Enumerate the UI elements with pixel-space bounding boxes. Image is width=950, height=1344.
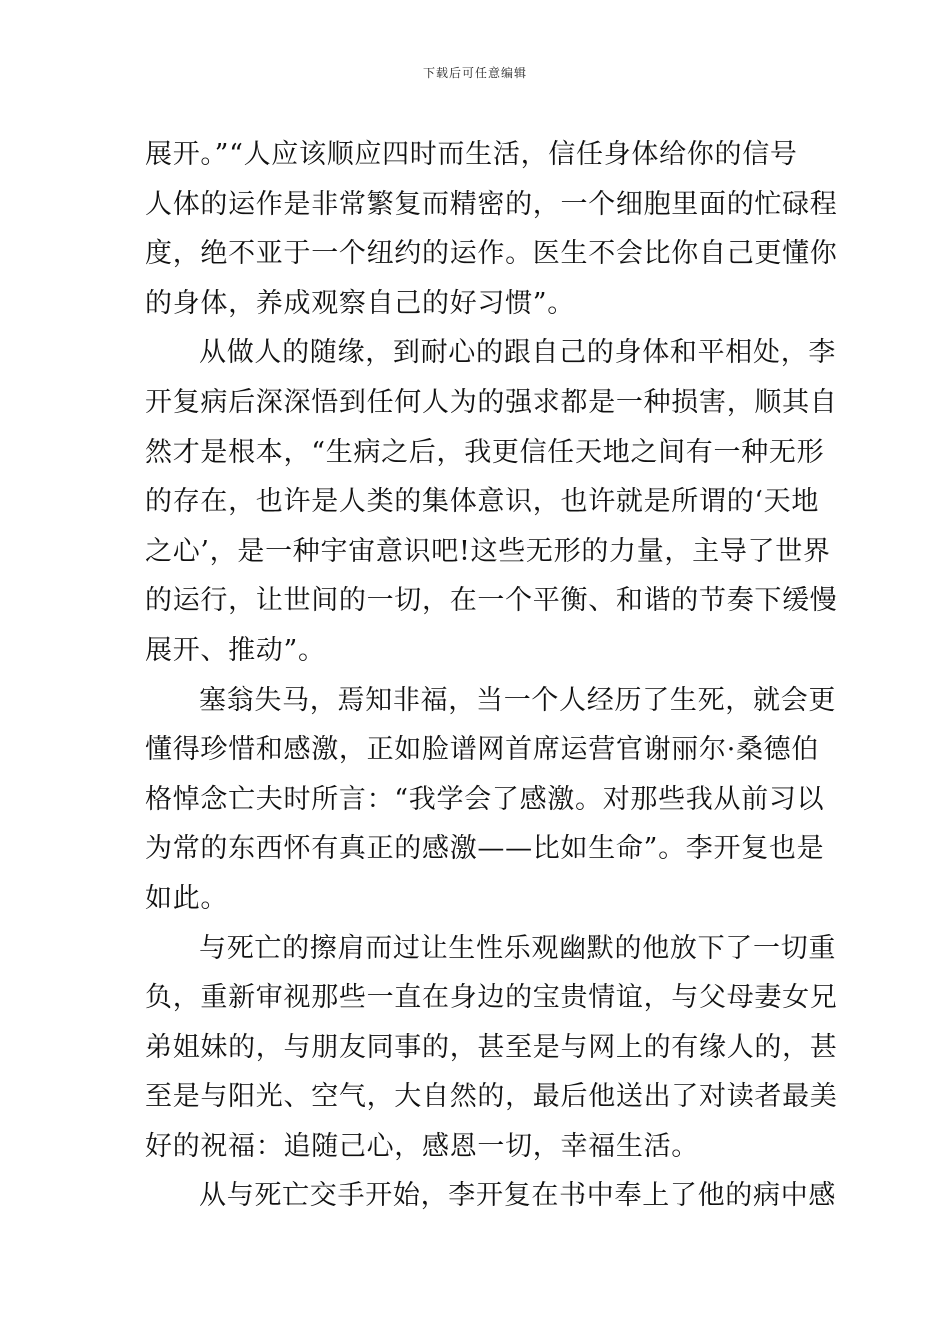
paragraph-line: 负，重新审视那些一直在身边的宝贵情谊，与父母妻女兄 bbox=[145, 982, 838, 1014]
paragraph-line: 懂得珍惜和感激，正如脸谱网首席运营官谢丽尔·桑德伯 bbox=[145, 734, 820, 766]
paragraph-line: 的运行，让世间的一切，在一个平衡、和谐的节奏下缓慢 bbox=[145, 585, 838, 617]
paragraph-line: 之心’，是一种宇宙意识吧!这些无形的力量，主导了世界 bbox=[145, 535, 831, 567]
paragraph-line: 为常的东西怀有真正的感激——比如生命”。李开复也是 bbox=[145, 833, 825, 865]
paragraph-line: 好的祝福：追随己心，感恩一切，幸福生活。 bbox=[145, 1130, 699, 1162]
paragraph-line: 格悼念亡夫时所言：“我学会了感激。对那些我从前习以 bbox=[145, 783, 825, 815]
paragraph-line: 如此。 bbox=[145, 882, 229, 914]
paragraph-line: 展开。”“人应该顺应四时而生活，信任身体给你的信号 bbox=[145, 139, 798, 170]
paragraph-line: 与死亡的擦肩而过让生性乐观幽默的他放下了一切重 bbox=[199, 932, 837, 964]
paragraph-4 bbox=[145, 924, 838, 1172]
paragraph-line: 然才是根本，“生病之后，我更信任天地之间有一种无形 bbox=[145, 436, 825, 468]
document-body bbox=[145, 130, 838, 1221]
paragraph-line: 度，绝不亚于一个纽约的运作。医生不会比你自己更懂你 bbox=[145, 238, 838, 270]
paragraph-line: 从做人的随缘，到耐心的跟自己的身体和平相处，李 bbox=[199, 337, 837, 369]
paragraph-line: 弟姐妹的，与朋友同事的，甚至是与网上的有缘人的，甚 bbox=[145, 1031, 838, 1063]
paragraph-line: 人体的运作是非常繁复而精密的，一个细胞里面的忙碌程 bbox=[145, 188, 838, 220]
paragraph-2 bbox=[145, 328, 838, 675]
paragraph-line: 展开、推动”。 bbox=[145, 634, 326, 666]
paragraph-3 bbox=[145, 676, 837, 924]
paragraph-5 bbox=[145, 1171, 837, 1221]
paragraph-1 bbox=[145, 130, 838, 328]
paragraph-line: 的存在，也许是人类的集体意识，也许就是所谓的‘天地 bbox=[145, 486, 820, 518]
paragraph-line: 塞翁失马，焉知非福，当一个人经历了生死，就会更 bbox=[199, 684, 837, 716]
paragraph-line: 从与死亡交手开始，李开复在书中奉上了他的病中感 bbox=[199, 1180, 837, 1212]
paragraph-line: 至是与阳光、空气，大自然的，最后他送出了对读者最美 bbox=[145, 1081, 838, 1113]
paragraph-line: 开复病后深深悟到任何人为的强求都是一种损害，顺其自 bbox=[145, 386, 838, 418]
page-header: 下载后可任意编辑 bbox=[422, 66, 527, 80]
paragraph-line: 的身体，养成观察自己的好习惯”。 bbox=[145, 287, 576, 319]
